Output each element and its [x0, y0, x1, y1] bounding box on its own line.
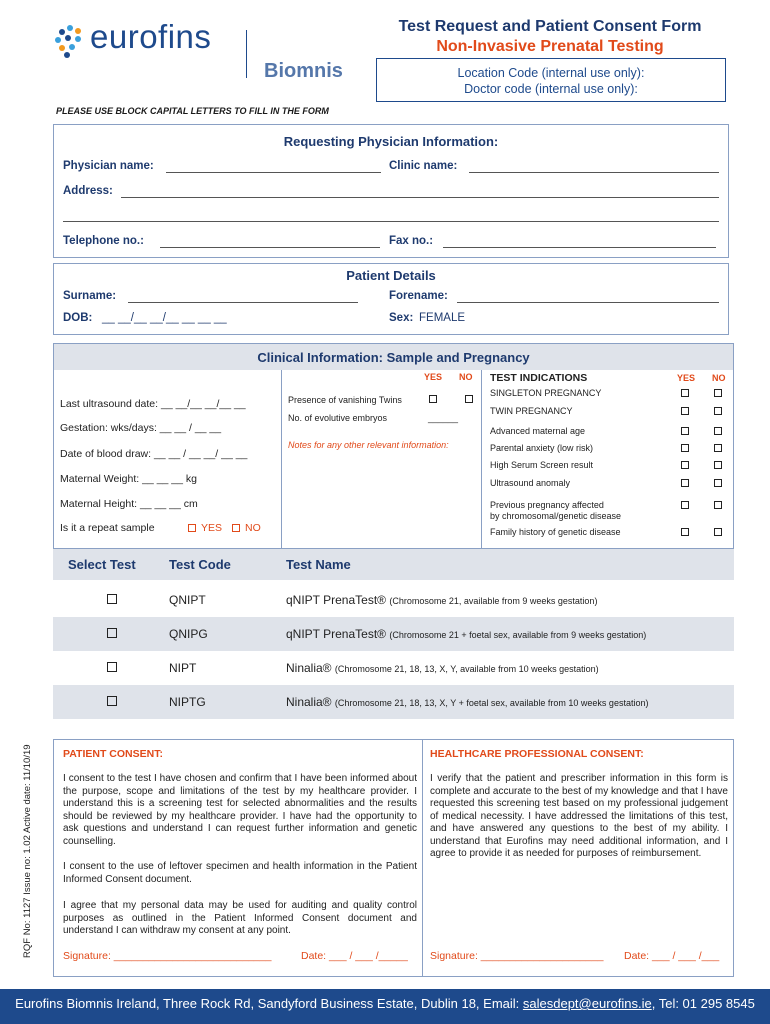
consent-divider — [422, 740, 423, 976]
test-code: QNIPG — [169, 627, 208, 641]
address-field-line-1[interactable] — [121, 186, 719, 198]
indication-label: Family history of genetic disease — [490, 527, 621, 537]
select-test-checkbox[interactable] — [107, 696, 117, 706]
forename-label: Forename: — [389, 290, 448, 302]
maternal-height-field[interactable]: Maternal Height: __ __ __ cm — [60, 498, 198, 510]
middle-yes-header: YES — [424, 372, 443, 382]
footer-telephone: , Tel: 01 295 8545 — [651, 996, 755, 1011]
hcp-signature-field[interactable]: Signature: _____________________ — [430, 950, 604, 962]
sex-label: Sex: — [389, 312, 414, 324]
indication-label-continued: by chromosomal/genetic disease — [490, 511, 622, 521]
footer-email-link[interactable]: salesdept@eurofins.ie — [522, 996, 652, 1011]
patient-section — [53, 263, 729, 335]
logo-dots-icon — [54, 24, 88, 58]
last-ultrasound-field[interactable]: Last ultrasound date: __ __/__ __/__ __ — [60, 398, 246, 410]
test-name — [286, 661, 599, 675]
indication-label: SINGLETON PREGNANCY — [490, 388, 602, 398]
patient-section-title: Patient Details — [346, 268, 436, 283]
indication-yes-checkbox[interactable] — [681, 444, 689, 452]
test-name-label: qNIPT PrenaTest® — [286, 593, 386, 607]
blood-draw-field[interactable]: Date of blood draw: __ __ / __ __/ __ __ — [60, 448, 248, 460]
test-selection-table — [53, 549, 734, 719]
indication-yes-checkbox[interactable] — [681, 501, 689, 509]
address-label: Address: — [63, 185, 113, 197]
sex-value: FEMALE — [419, 312, 466, 324]
indication-label: Advanced maternal age — [490, 426, 586, 436]
logo-divider — [246, 30, 247, 78]
document-control-info: RQF No: 1127 Issue no: 1.02 Active date: 11/10/19 — [22, 744, 33, 958]
select-test-checkbox[interactable] — [107, 662, 117, 672]
internal-code-box[interactable] — [376, 58, 726, 102]
logo-subbrand: Biomnis — [264, 60, 343, 82]
test-name-detail: (Chromosome 21, available from 9 weeks gestation) — [389, 596, 598, 606]
test-table-header — [53, 549, 734, 580]
indication-no-checkbox[interactable] — [714, 407, 722, 415]
test-name-header: Test Name — [286, 557, 351, 572]
gestation-field[interactable]: Gestation: wks/days: __ __ / __ __ — [60, 422, 222, 434]
test-row — [53, 583, 734, 617]
select-test-checkbox[interactable] — [107, 594, 117, 604]
test-code-header: Test Code — [169, 557, 231, 572]
indication-yes-checkbox[interactable] — [681, 389, 689, 397]
footer — [0, 989, 770, 1024]
clinic-name-label: Clinic name: — [389, 160, 458, 172]
indication-no-checkbox[interactable] — [714, 479, 722, 487]
location-code-label: Location Code (internal use only): — [457, 66, 645, 80]
indication-label: High Serum Screen result — [490, 460, 594, 470]
patient-consent-paragraph-2: I consent to the use of leftover specimen and health information in the Patient Informed Consent document. — [63, 861, 417, 885]
indication-no-checkbox[interactable] — [714, 528, 722, 536]
telephone-field[interactable] — [160, 236, 380, 248]
fax-field[interactable] — [443, 236, 716, 248]
clinical-section-title: Clinical Information: Sample and Pregnancy — [257, 350, 530, 365]
test-code: QNIPT — [169, 593, 206, 607]
test-name — [286, 695, 648, 709]
clinical-section — [53, 343, 734, 549]
indication-label: Previous pregnancy affected — [490, 500, 604, 510]
patient-consent-paragraph-3: I agree that my personal data may be used for auditing and quality control purposes as outlined in the Patient Informed Consent document and understand I can withdraw my consent at any point. — [63, 900, 417, 936]
test-name — [286, 593, 597, 607]
test-name-detail: (Chromosome 21, 18, 13, X, Y, available from 10 weeks gestation) — [334, 664, 599, 674]
indication-label: Parental anxiety (low risk) — [490, 443, 594, 453]
indications-title: TEST INDICATIONS — [490, 372, 588, 384]
indication-yes-checkbox[interactable] — [681, 407, 689, 415]
patient-signature-field[interactable]: Signature: ___________________________ — [63, 950, 272, 962]
indication-label: TWIN PREGNANCY — [490, 406, 573, 416]
repeat-yes-label: YES — [201, 522, 223, 534]
indication-no-checkbox[interactable] — [714, 501, 722, 509]
dob-field[interactable]: __ __/__ __/__ __ __ __ — [102, 312, 227, 324]
indication-no-checkbox[interactable] — [714, 389, 722, 397]
indication-yes-checkbox[interactable] — [681, 461, 689, 469]
fax-label: Fax no.: — [389, 235, 434, 247]
repeat-no-label: NO — [245, 522, 261, 534]
indication-yes-checkbox[interactable] — [681, 479, 689, 487]
clinical-middle-panel — [282, 370, 482, 548]
repeat-sample-label: Is it a repeat sample — [60, 522, 155, 534]
select-test-checkbox[interactable] — [107, 628, 117, 638]
indication-no-checkbox[interactable] — [714, 444, 722, 452]
indication-no-checkbox[interactable] — [714, 461, 722, 469]
notes-label: Notes for any other relevant information: — [288, 440, 449, 450]
test-name-detail: (Chromosome 21, 18, 13, X, Y + foetal sex, available from 10 weeks gestation) — [334, 698, 649, 708]
form-subtitle: Non-Invasive Prenatal Testing — [436, 38, 664, 55]
address-field-line-2[interactable] — [63, 210, 719, 222]
clinical-header — [54, 344, 733, 370]
dob-label: DOB: — [63, 312, 93, 324]
indication-no-checkbox[interactable] — [714, 427, 722, 435]
indication-label: Ultrasound anomaly — [490, 478, 571, 488]
test-row — [53, 651, 734, 685]
test-code: NIPTG — [169, 695, 206, 709]
test-name-label: Ninalia® — [286, 661, 332, 675]
footer-address: Eurofins Biomnis Ireland, Three Rock Rd, Sandyford Business Estate, Dublin 18, Email: — [15, 996, 523, 1011]
test-code: NIPT — [169, 661, 197, 675]
forename-field[interactable] — [457, 291, 719, 303]
telephone-label: Telephone no.: — [63, 235, 144, 247]
physician-section — [53, 124, 729, 258]
vanishing-twins-no-checkbox[interactable] — [465, 395, 473, 403]
test-name-label: Ninalia® — [286, 695, 332, 709]
repeat-yes-checkbox[interactable] — [188, 524, 196, 532]
test-row — [53, 685, 734, 719]
test-name — [286, 627, 646, 641]
clinic-name-field[interactable] — [469, 161, 719, 173]
evolutive-embryos-label: No. of evolutive embryos — [288, 413, 388, 423]
test-row — [53, 617, 734, 651]
patient-date-field[interactable]: Date: ___ / ___ /_____ — [301, 950, 408, 962]
indication-yes-checkbox[interactable] — [681, 427, 689, 435]
evolutive-embryos-field[interactable]: ______ — [428, 413, 459, 423]
hcp-consent-paragraph: I verify that the patient and prescriber information in this form is complete and accurate to the best of my knowledge and that I have requested this screening test based on my professional judgement of medical necessity. I have addressed the limitations of this test, and have answered any questions to the best of my ability. I understand that Eurofins may need additional information, and I agree to provide it as needed for purposes of reimbursement. — [430, 773, 728, 859]
repeat-no-checkbox[interactable] — [232, 524, 240, 532]
eurofins-logo — [54, 18, 354, 88]
hcp-consent-title: HEALTHCARE PROFESSIONAL CONSENT: — [430, 748, 644, 760]
patient-consent-paragraph-1: I consent to the test I have chosen and confirm that I have been informed about the purpose, scope and limitations of the test by my healthcare provider. I understand this is a screening test for selected abnormalities and the results should be reviewed by my healthcare provider. I have had the opportunity to ask questions and understand I can request further information and genetic counselling. — [63, 773, 417, 847]
logo-text: eurofins — [90, 18, 212, 55]
hcp-date-field[interactable]: Date: ___ / ___ /___ — [624, 950, 720, 962]
clinical-left-panel — [54, 370, 282, 548]
select-test-header: Select Test — [68, 557, 136, 572]
physician-name-label: Physician name: — [63, 160, 154, 172]
indications-yes-header: YES — [677, 373, 696, 383]
consent-section — [53, 739, 734, 977]
indication-yes-checkbox[interactable] — [681, 528, 689, 536]
block-caps-instruction: PLEASE USE BLOCK CAPITAL LETTERS TO FILL IN THE FORM — [56, 106, 329, 116]
patient-consent-title: PATIENT CONSENT: — [63, 748, 163, 760]
vanishing-twins-label: Presence of vanishing Twins — [288, 395, 402, 405]
form-title: Test Request and Patient Consent Form — [398, 18, 702, 35]
vanishing-twins-yes-checkbox[interactable] — [429, 395, 437, 403]
doctor-code-label: Doctor code (internal use only): — [464, 82, 638, 96]
middle-no-header: NO — [459, 372, 473, 382]
surname-field[interactable] — [128, 291, 358, 303]
test-name-label: qNIPT PrenaTest® — [286, 627, 386, 641]
test-indications-panel — [482, 370, 733, 548]
physician-name-field[interactable] — [166, 161, 381, 173]
maternal-weight-field[interactable]: Maternal Weight: __ __ __ kg — [60, 473, 197, 485]
physician-section-title: Requesting Physician Information: — [283, 134, 499, 149]
indications-no-header: NO — [712, 373, 726, 383]
surname-label: Surname: — [63, 290, 117, 302]
test-name-detail: (Chromosome 21 + foetal sex, available from 9 weeks gestation) — [389, 630, 647, 640]
